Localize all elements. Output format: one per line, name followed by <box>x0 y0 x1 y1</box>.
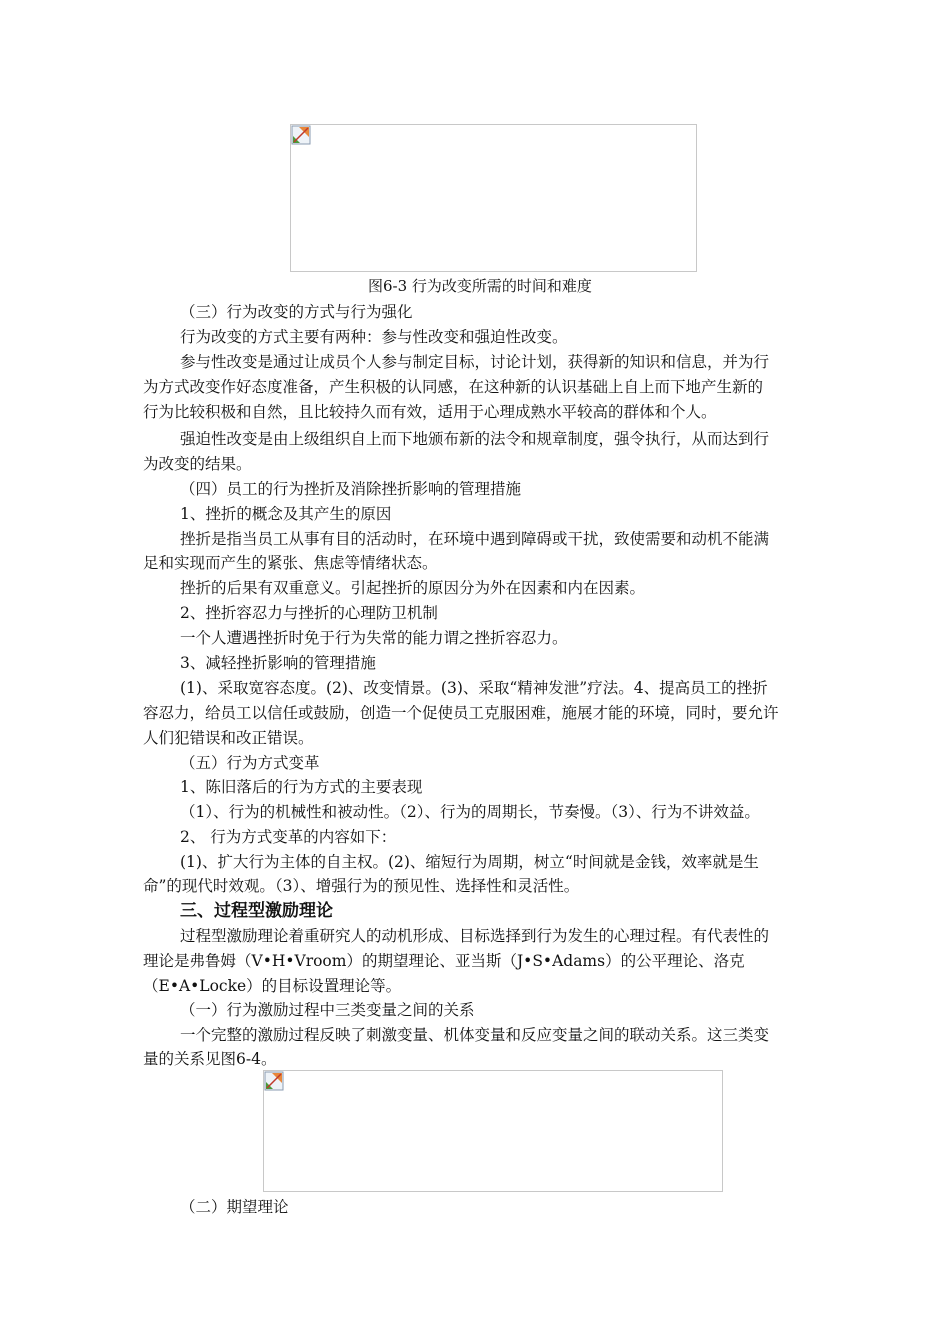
paragraph-line: 强迫性改变是由上级组织自上而下地颁布新的法令和规章制度，强令执行，从而达到行 <box>180 430 770 448</box>
broken-image-icon <box>264 1071 284 1091</box>
paragraph-line: 1、陈旧落后的行为方式的主要表现 <box>180 778 423 796</box>
subheading-3: （三）行为改变的方式与行为强化 <box>180 303 413 321</box>
paragraph-line: 1、挫折的概念及其产生的原因 <box>180 505 392 523</box>
paragraph-line: 容忍力，给员工以信任或鼓励，创造一个促使员工克服困难，施展才能的环境，同时，要允许 <box>143 704 779 722</box>
paragraph-line: 挫折的后果有双重意义。引起挫折的原因分为外在因素和内在因素。 <box>180 579 646 597</box>
paragraph-line: 理论是弗鲁姆（V•H•Vroom）的期望理论、亚当斯（J•S•Adams）的公平理论、洛克 <box>143 952 745 970</box>
paragraph-line: 挫折是指当员工从事有目的活动时，在环境中遇到障碍或干扰，致使需要和动机不能满 <box>180 530 770 548</box>
paragraph-line: 一个完整的激励过程反映了刺激变量、机体变量和反应变量之间的联动关系。这三类变 <box>180 1026 770 1044</box>
paragraph-line: 足和实现而产生的紧张、焦虑等情绪状态。 <box>143 554 438 572</box>
paragraph-line: 命”的现代时效观。（3）、增强行为的预见性、选择性和灵活性。 <box>143 877 580 895</box>
paragraph-line: 为方式改变作好态度准备，产生积极的认同感，在这种新的认识基础上自上而下地产生新的 <box>143 378 764 396</box>
paragraph-line: 行为改变的方式主要有两种：参与性改变和强迫性改变。 <box>180 328 568 346</box>
paragraph-line: 为改变的结果。 <box>143 455 252 473</box>
paragraph-line: 参与性改变是通过让成员个人参与制定目标，讨论计划，获得新的知识和信息，并为行 <box>180 353 770 371</box>
subheading-5: （五）行为方式变革 <box>180 754 320 772</box>
figure-6-3-image <box>290 124 697 272</box>
section-heading: 三、过程型激励理论 <box>180 901 333 921</box>
paragraph-line: (1)、扩大行为主体的自主权。(2)、缩短行为周期，树立“时间就是金钱，效率就是生 <box>180 853 759 871</box>
paragraph-line: (1)、采取宽容态度。(2)、改变情景。(3)、采取“精神发泄”疗法。4、提高员工的挫折 <box>180 679 768 697</box>
figure-6-4-image <box>263 1070 723 1192</box>
paragraph-line: 一个人遭遇挫折时免于行为失常的能力谓之挫折容忍力。 <box>180 629 568 647</box>
paragraph-line: 人们犯错误和改正错误。 <box>143 729 314 747</box>
paragraph-line: 行为比较积极和自然，且比较持久而有效，适用于心理成熟水平较高的群体和个人。 <box>143 403 717 421</box>
subheading-2: （二）期望理论 <box>180 1198 289 1216</box>
paragraph-line: （E•A•Locke）的目标设置理论等。 <box>143 977 402 995</box>
paragraph-line: （1）、行为的机械性和被动性。（2）、行为的周期长，节奏慢。（3）、行为不讲效益。 <box>180 803 760 821</box>
subheading-1: （一）行为激励过程中三类变量之间的关系 <box>180 1001 475 1019</box>
paragraph-line: 过程型激励理论着重研究人的动机形成、目标选择到行为发生的心理过程。有代表性的 <box>180 927 770 945</box>
paragraph-line: 3、减轻挫折影响的管理措施 <box>180 654 376 672</box>
subheading-4: （四）员工的行为挫折及消除挫折影响的管理措施 <box>180 480 522 498</box>
paragraph-line: 2、 行为方式变革的内容如下： <box>180 828 397 846</box>
figure-caption: 图6-3 行为改变所需的时间和难度 <box>368 277 592 295</box>
broken-image-icon <box>291 125 311 145</box>
paragraph-line: 量的关系见图6-4。 <box>143 1050 277 1068</box>
paragraph-line: 2、挫折容忍力与挫折的心理防卫机制 <box>180 604 438 622</box>
